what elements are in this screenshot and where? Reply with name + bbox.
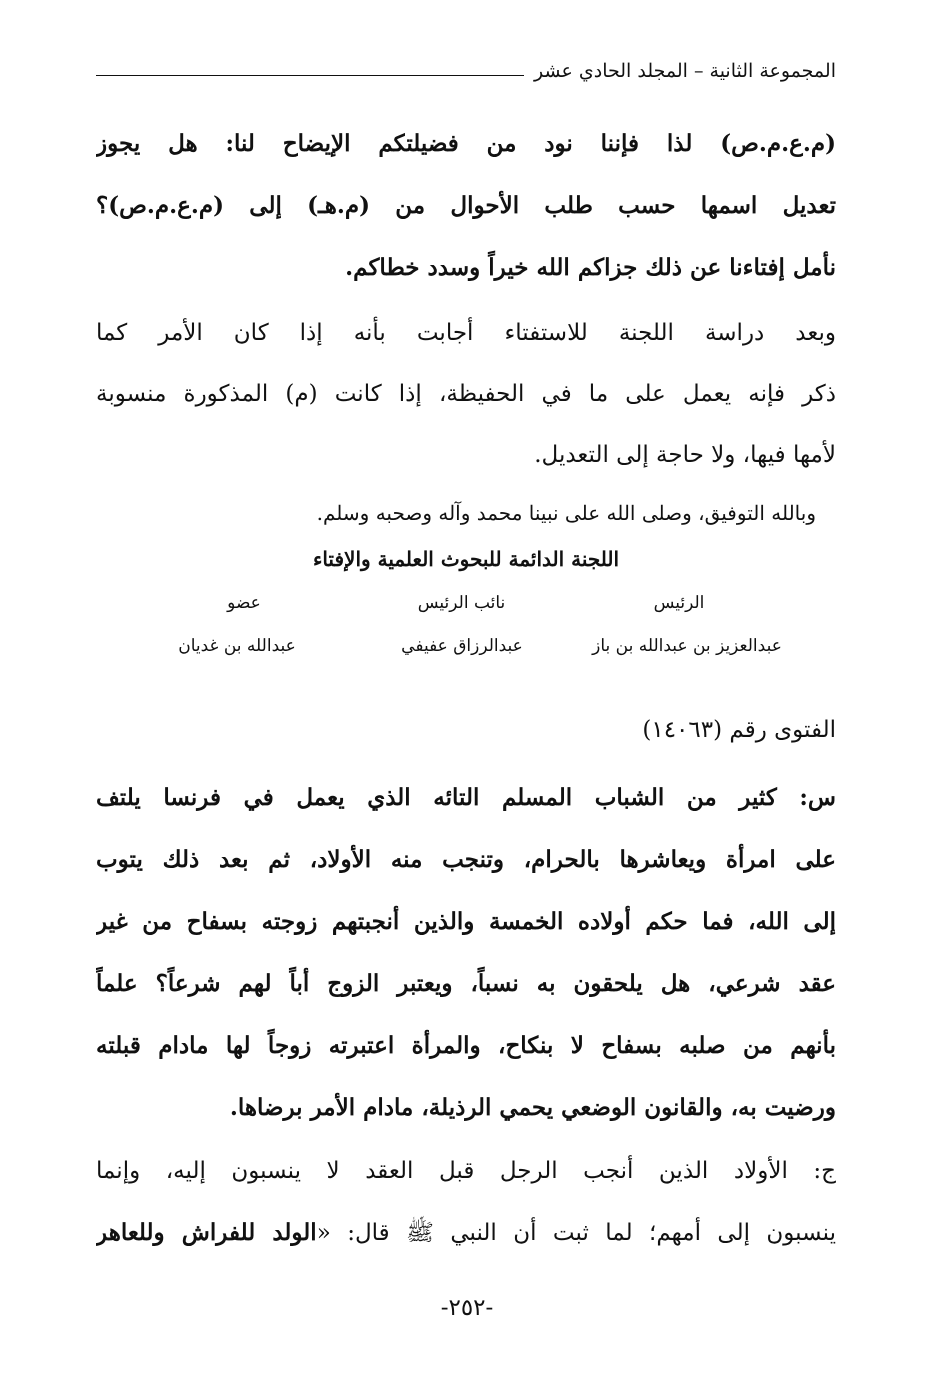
hadith-quote: الولد للفراش وللعاهر xyxy=(96,1219,317,1246)
question-continuation-line: (م.ع.م.ص) لذا فإننا نود من فضيلتكم الإيضاح لنا: هل يجوز xyxy=(96,130,836,157)
question-paragraph xyxy=(96,767,836,1139)
question-continuation xyxy=(96,113,836,299)
question-line: على امرأة ويعاشرها بالحرام، وتنجب منه الأولاد، ثم بعد ذلك يتوب xyxy=(96,846,836,873)
signatory-name-vice-president: عبدالرزاق عفيفي xyxy=(401,636,523,656)
answer-line: ذكر فإنه يعمل على ما في الحفيظة، إذا كانت (م) المذكورة منسوبة xyxy=(96,381,836,407)
question-line: عقد شرعي، هل يلحقون به نسباً، ويعتبر الزوج أباً لهم شرعاً؟ علماً xyxy=(96,970,836,997)
page-number xyxy=(0,1293,934,1323)
signatory-names xyxy=(132,633,792,659)
question-line: بأنهم من صلبه بسفاح لا بنكاح، والمرأة اعتبرته زوجاً لها مادام قبلته xyxy=(96,1032,836,1059)
signatory-title-president: الرئيس xyxy=(653,593,705,613)
answer-two-line xyxy=(96,1202,836,1264)
signatory-title-member: عضو xyxy=(227,593,261,613)
page-number-text: -٢٥٢- xyxy=(440,1295,494,1321)
answer-two-line: ج: الأولاد الذين أنجب الرجل قبل العقد لا ينسبون إليه، وإنما xyxy=(96,1158,836,1184)
answer-line: لأمها فيها، ولا حاجة إلى التعديل. xyxy=(534,442,836,468)
answer-two-paragraph xyxy=(96,1141,836,1264)
signatory-titles xyxy=(139,590,784,616)
question-continuation-line: نأمل إفتاءنا عن ذلك جزاكم الله خيراً وسدد خطاكم. xyxy=(345,254,836,281)
question-line: س: كثير من الشباب المسلم التائه الذي يعمل في فرنسا يلتف xyxy=(96,784,836,811)
fatwa-number-text: الفتوى رقم (١٤٠٦٣) xyxy=(642,717,836,743)
question-line: ورضيت به، والقانون الوضعي يحمي الرذيلة، مادام الأمر برضاها. xyxy=(229,1094,836,1121)
running-header xyxy=(96,56,836,86)
signatory-name-president: عبدالعزيز بن عبدالله بن باز xyxy=(592,636,782,656)
running-header-title: المجموعة الثانية – المجلد الحادي عشر xyxy=(534,60,836,82)
closing-text: وبالله التوفيق، وصلى الله على نبينا محمد وآله وصحبه وسلم. xyxy=(316,501,816,525)
signatory-title-vice-president: نائب الرئيس xyxy=(417,593,506,613)
question-line: إلى الله، فما حكم أولاده الخمسة والذين أنجبتهم زوجته بسفاح من غير xyxy=(96,908,836,935)
signatory-name-member: عبدالله بن غديان xyxy=(178,636,296,656)
question-continuation-line: تعديل اسمها حسب طلب الأحوال من (م.هـ) إلى (م.ع.م.ص)؟ xyxy=(96,192,836,219)
answer-two-line-text: ينسبون إلى أمهم؛ لما ثبت أن النبي ﷺ قال: « xyxy=(316,1220,836,1246)
committee-name-text: اللجنة الدائمة للبحوث العلمية والإفتاء xyxy=(312,547,620,571)
header-rule xyxy=(96,75,524,76)
answer-paragraph xyxy=(96,303,836,486)
closing-invocation xyxy=(76,498,836,528)
answer-line: وبعد دراسة اللجنة للاستفتاء أجابت بأنه إذا كان الأمر كما xyxy=(96,320,836,346)
fatwa-number xyxy=(96,712,836,748)
committee-name xyxy=(96,544,836,574)
